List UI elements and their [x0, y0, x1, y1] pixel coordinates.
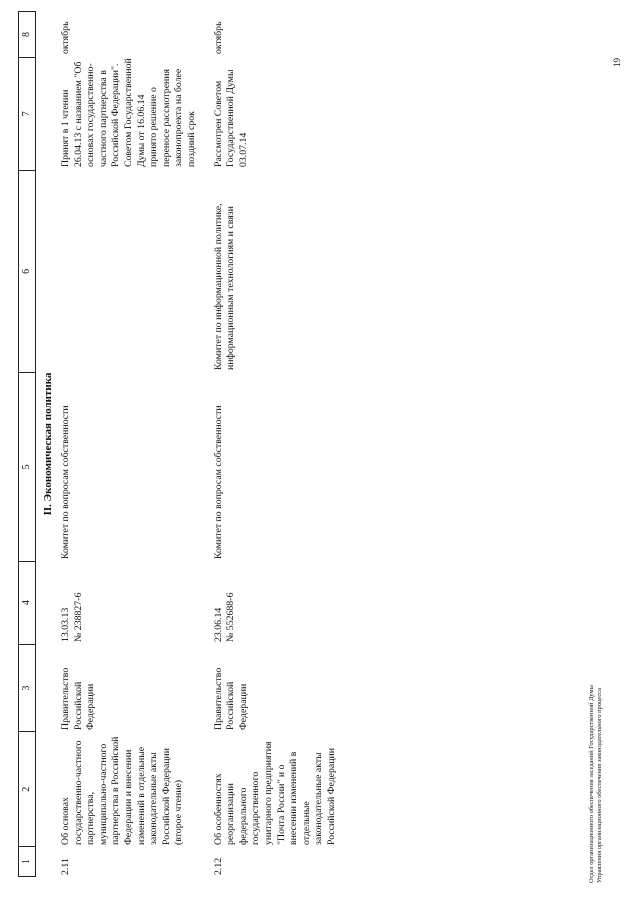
header-col-7: 7	[19, 57, 35, 170]
consideration-term: октябрь	[212, 21, 224, 54]
agenda-table	[18, 11, 338, 877]
bill-status: Принят в 1 чтении 26.04.13 с названием "Об основах государственно-частного партнерства в Российской Федерации". Советом Государственной Думы от 16.06.14 принято решение о переносе рассмотрения законопроекта на более поздний срок	[60, 58, 197, 167]
header-col-2: 2	[19, 731, 35, 846]
bill-status: Рассмотрен Советом Государственной Думы 03.07.14	[212, 69, 249, 167]
co-executor-committee: Комитет по информационной политике, информационным технологиям и связи	[212, 203, 237, 370]
section-title: II. Экономическая политика	[42, 372, 54, 516]
header-col-4: 4	[19, 561, 35, 644]
responsible-committee: Комитет по вопросам собственности	[212, 405, 224, 559]
registration-number: № 238827-6	[72, 592, 84, 642]
bill-registration	[213, 561, 339, 644]
co-executor-committee	[60, 169, 199, 372]
bill-title: Об основах государственно-частного партнерства, муниципально-частного партнерства в Российской Федерации и внесении изменений в отдельные законодательные акты Российской Федерации (второе чтение)	[60, 736, 185, 845]
bill-title: Об особенностях реорганизации федерального государственного унитарного предприятия "Почта России" и о внесении изменений в отдельные законодательные акты Российской Федерации	[212, 741, 337, 845]
bill-initiator: Правительство Российской Федерации	[60, 667, 97, 730]
bill-initiator: Правительство Российской Федерации	[212, 667, 249, 730]
page-number: 19	[612, 58, 622, 67]
footer-line-1: Отдел организационного обеспечения заседаний Государственной Думы	[588, 685, 595, 883]
header-col-8: 8	[21, 31, 32, 37]
consideration-term: октябрь	[60, 21, 71, 54]
registration-date: 23.06.14	[212, 607, 224, 642]
header-col-6: 6	[19, 170, 35, 373]
table-row	[60, 11, 199, 877]
header-col-1: 1	[19, 846, 35, 876]
responsible-committee: Комитет по вопросам собственности	[60, 405, 71, 559]
table-row	[213, 11, 339, 877]
table-header-row	[18, 11, 36, 877]
row-number: 2.12	[212, 857, 224, 875]
bill-registration	[60, 561, 199, 644]
header-col-3: 3	[19, 644, 35, 732]
footer-line-2: Управления организационного обеспечения законодательного процесса	[596, 688, 603, 883]
page-footer	[588, 685, 604, 883]
header-col-5: 5	[19, 372, 35, 561]
row-number: 2.11	[60, 858, 71, 875]
registration-number: № 552688-6	[225, 592, 237, 642]
registration-date: 13.03.13	[60, 607, 71, 642]
